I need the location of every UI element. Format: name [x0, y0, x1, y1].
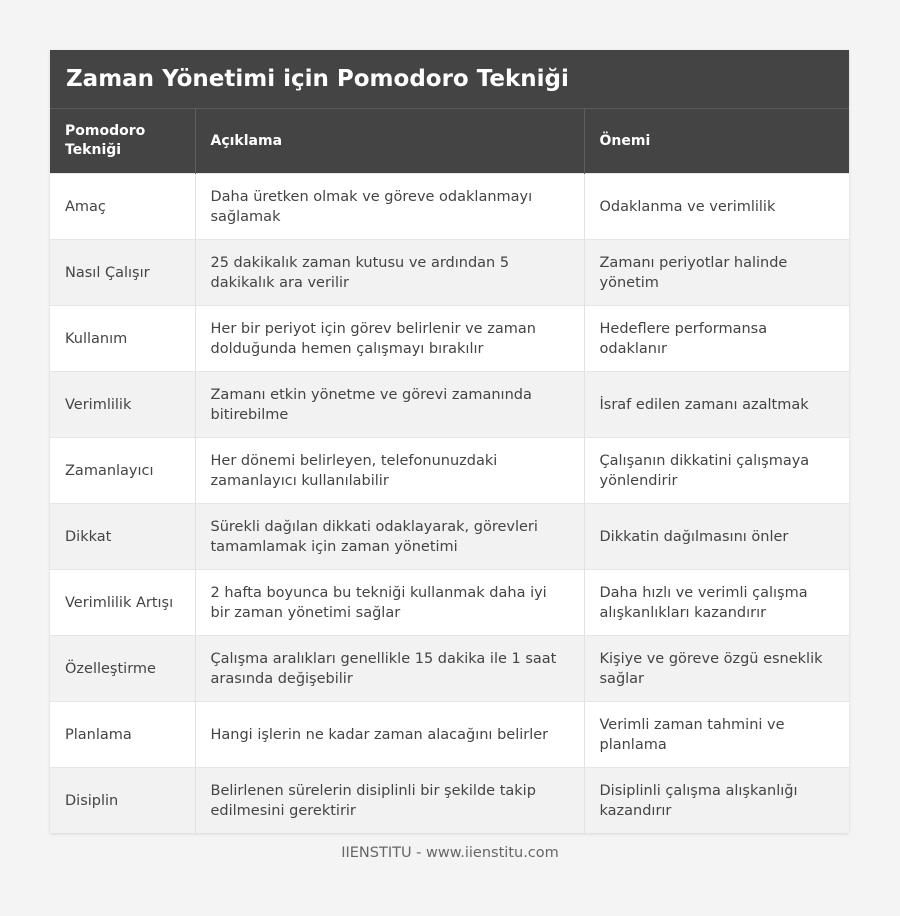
- cell-description: Zamanı etkin yönetme ve görevi zamanında bitirebilme: [195, 372, 584, 438]
- table-title: Zaman Yönetimi için Pomodoro Tekniği: [50, 50, 849, 109]
- column-header-importance: Önemi: [584, 109, 849, 174]
- table-row: [50, 636, 849, 702]
- table-row: [50, 240, 849, 306]
- header-row: [50, 109, 849, 174]
- table-row: [50, 570, 849, 636]
- cell-technique: Dikkat: [50, 504, 195, 570]
- table-row: [50, 504, 849, 570]
- cell-importance: Zamanı periyotlar halinde yönetim: [584, 240, 849, 306]
- cell-importance: Dikkatin dağılmasını önler: [584, 504, 849, 570]
- table-row: [50, 372, 849, 438]
- cell-description: Hangi işlerin ne kadar zaman alacağını belirler: [195, 702, 584, 768]
- cell-description: 2 hafta boyunca bu tekniği kullanmak daha iyi bir zaman yönetimi sağlar: [195, 570, 584, 636]
- cell-technique: Kullanım: [50, 306, 195, 372]
- cell-description: Çalışma aralıkları genellikle 15 dakika ile 1 saat arasında değişebilir: [195, 636, 584, 702]
- table-row: [50, 702, 849, 768]
- cell-description: Sürekli dağılan dikkati odaklayarak, görevleri tamamlamak için zaman yönetimi: [195, 504, 584, 570]
- cell-technique: Zamanlayıcı: [50, 438, 195, 504]
- cell-technique: Planlama: [50, 702, 195, 768]
- cell-technique: Nasıl Çalışır: [50, 240, 195, 306]
- cell-description: Her bir periyot için görev belirlenir ve zaman dolduğunda hemen çalışmayı bırakılır: [195, 306, 584, 372]
- cell-description: Belirlenen sürelerin disiplinli bir şekilde takip edilmesini gerektirir: [195, 768, 584, 834]
- table-row: [50, 768, 849, 834]
- footer-credit: IIENSTITU - www.iienstitu.com: [341, 845, 559, 861]
- cell-description: 25 dakikalık zaman kutusu ve ardından 5 dakikalık ara verilir: [195, 240, 584, 306]
- cell-description: Her dönemi belirleyen, telefonunuzdaki zamanlayıcı kullanılabilir: [195, 438, 584, 504]
- pomodoro-table-card: [50, 50, 849, 833]
- cell-technique: Özelleştirme: [50, 636, 195, 702]
- cell-importance: Odaklanma ve verimlilik: [584, 174, 849, 240]
- column-header-description: Açıklama: [195, 109, 584, 174]
- table-row: [50, 438, 849, 504]
- cell-importance: İsraf edilen zamanı azaltmak: [584, 372, 849, 438]
- cell-importance: Hedeflere performansa odaklanır: [584, 306, 849, 372]
- cell-importance: Çalışanın dikkatini çalışmaya yönlendirir: [584, 438, 849, 504]
- cell-technique: Disiplin: [50, 768, 195, 834]
- column-header-technique: Pomodoro Tekniği: [50, 109, 195, 174]
- cell-description: Daha üretken olmak ve göreve odaklanmayı sağlamak: [195, 174, 584, 240]
- cell-importance: Daha hızlı ve verimli çalışma alışkanlıkları kazandırır: [584, 570, 849, 636]
- pomodoro-table: [50, 109, 849, 833]
- table-row: [50, 306, 849, 372]
- cell-importance: Verimli zaman tahmini ve planlama: [584, 702, 849, 768]
- table-row: [50, 174, 849, 240]
- cell-technique: Verimlilik: [50, 372, 195, 438]
- cell-technique: Amaç: [50, 174, 195, 240]
- cell-importance: Disiplinli çalışma alışkanlığı kazandırır: [584, 768, 849, 834]
- cell-importance: Kişiye ve göreve özgü esneklik sağlar: [584, 636, 849, 702]
- cell-technique: Verimlilik Artışı: [50, 570, 195, 636]
